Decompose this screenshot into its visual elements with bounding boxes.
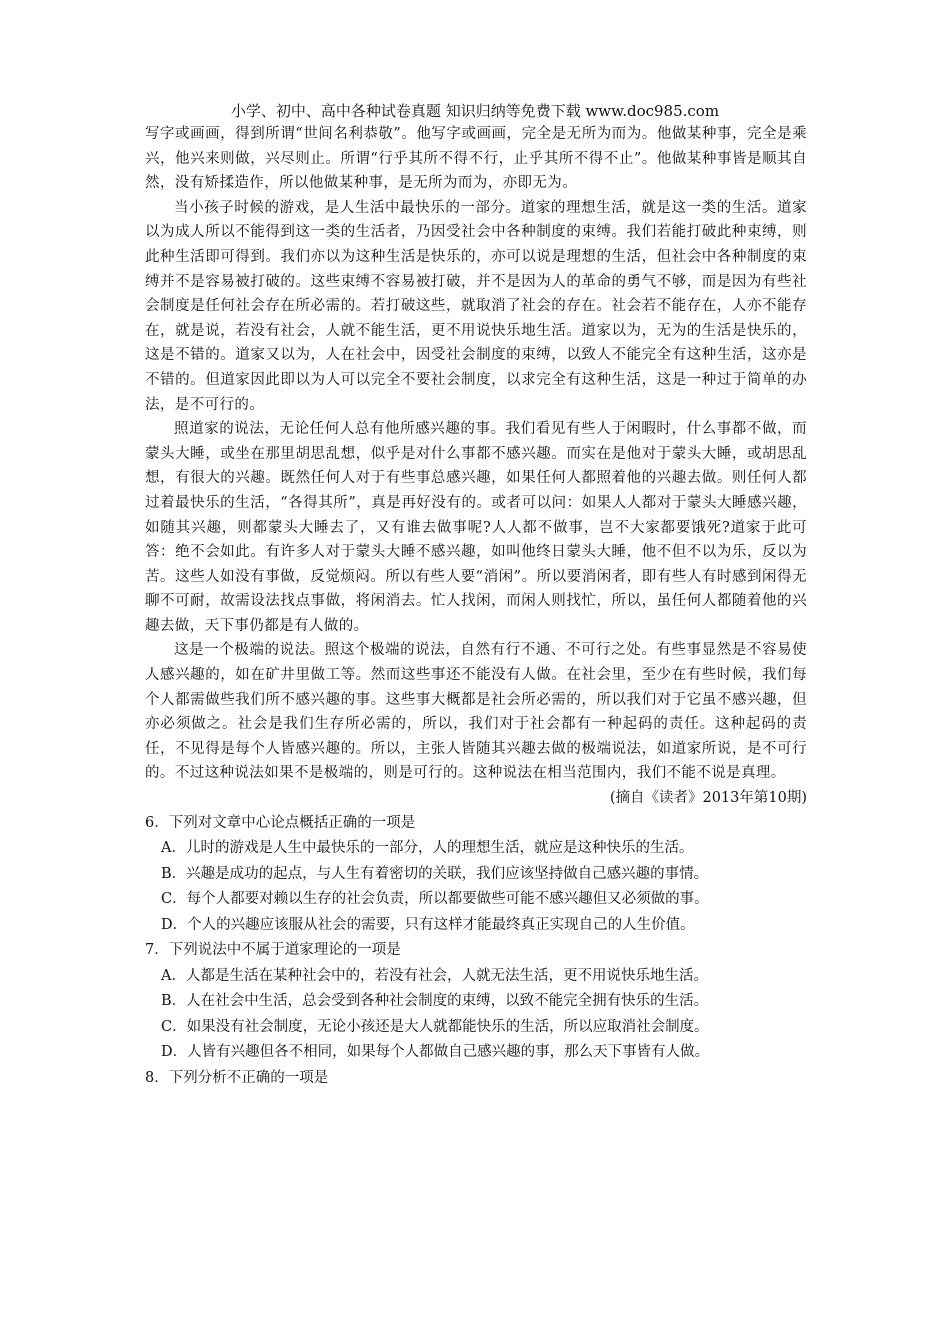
option-b: B．兴趣是成功的起点，与人生有着密切的关联，我们应该坚持做自己感兴趣的事情。 xyxy=(161,865,709,882)
question-8 xyxy=(145,1066,807,1092)
question-6 xyxy=(145,811,807,939)
option-a: A．人都是生活在某种社会中的，若没有社会，人就无法生活，更不用说快乐地生活。 xyxy=(161,967,708,984)
option-c: C．如果没有社会制度，无论小孩还是大人就都能快乐的生活，所以应取消社会制度。 xyxy=(161,1018,709,1035)
paragraph-4: 这是一个极端的说法。照这个极端的说法，自然有行不通、不可行之处。有些事显然是不容易使人感兴趣的，如在矿井里做工等。然而这些事还不能没有人做。在社会里，至少在有些时候，我们每个人都需做些我们所不感兴趣的事。这些事大概都是社会所必需的，所以我们对于它虽不感兴趣，但亦必须做之。社会是我们生存所必需的，所以，我们对于社会都有一种起码的责任。这种起码的责任，不见得是每个人皆感兴趣的。所以，主张人皆随其兴趣去做的极端说法，如道家所说，是不可行的。不过这种说法如果不是极端的，则是可行的。这种说法在相当范围内，我们不能不说是真理。 xyxy=(145,642,807,782)
option-d: D．个人的兴趣应该服从社会的需要，只有这样才能最终真正实现自己的人生价值。 xyxy=(161,916,695,933)
option-c: C．每个人都要对赖以生存的社会负责，所以都要做些可能不感兴趣但又必须做的事。 xyxy=(161,891,709,908)
question-stem: 6．下列对文章中心论点概括正确的一项是 xyxy=(145,814,416,831)
document-body xyxy=(145,122,807,1091)
source-citation: (摘自《读者》2013年第10期) xyxy=(609,790,807,807)
question-stem: 8．下列分析不正确的一项是 xyxy=(145,1069,329,1086)
question-7 xyxy=(145,938,807,1066)
paragraph-3: 照道家的说法，无论任何人总有他所感兴趣的事。我们看见有些人于闲暇时，什么事都不做，而蒙头大睡，或坐在那里胡思乱想，似乎是对什么事都不感兴趣。而实在是他对于蒙头大睡，或胡思乱想，有很大的兴趣。既然任何人对于有些事总感兴趣，如果任何人都照着他的兴趣去做。则任何人都过着最快乐的生活，“各得其所”，真是再好没有的。或者可以问：如果人人都对于蒙头大睡感兴趣，如随其兴趣，则都蒙头大睡去了，又有谁去做事呢?人人都不做事，岂不大家都要饿死?道家于此可答：绝不会如此。有许多人对于蒙头大睡不感兴趣，如叫他终日蒙头大睡，他不但不以为乐，反以为苦。这些人如没有事做，反觉烦闷。所以有些人要“消闲”。所以要消闲者，即有些人有时感到闲得无聊不可耐，故需设法找点事做，将闲消去。忙人找闲，而闲人则找忙，所以，虽任何人都随着他的兴趣去做，天下事仍都是有人做的。 xyxy=(145,421,807,634)
page-header: 小学、初中、高中各种试卷真题 知识归纳等免费下载 www.doc985.com xyxy=(230,102,720,120)
option-a: A．儿时的游戏是人生中最快乐的一部分，人的理想生活，就应是这种快乐的生活。 xyxy=(161,840,694,857)
question-stem: 7．下列说法中不属于道家理论的一项是 xyxy=(145,942,401,959)
option-b: B．人在社会中生活，总会受到各种社会制度的束缚，以致不能完全拥有快乐的生活。 xyxy=(161,993,709,1010)
paragraph-2: 当小孩子时候的游戏，是人生活中最快乐的一部分。道家的理想生活，就是这一类的生活。道家以为成人所以不能得到这一类的生活者，乃因受社会中各种制度的束缚。我们若能打破此种束缚，则此种生活即可得到。我们亦以为这种生活是快乐的，亦可以说是理想的生活，但社会中各种制度的束缚并不是容易被打破的。这些束缚不容易被打破，并不是因为人的革命的勇气不够，而是因为有些社会制度是任何社会存在所必需的。若打破这些，就取消了社会的存在。社会若不能存在，人亦不能存在，就是说，若没有社会，人就不能生活，更不用说快乐地生活。道家以为，无为的生活是快乐的，这是不错的。道家又以为，人在社会中，因受社会制度的束缚，以致人不能完全有这种生活，这亦是不错的。但道家因此即以为人可以完全不要社会制度，以求完全有这种生活，这是一种过于简单的办法，是不可行的。 xyxy=(145,199,807,413)
option-d: D．人皆有兴趣但各不相同，如果每个人都做自己感兴趣的事，那么天下事皆有人做。 xyxy=(161,1044,710,1061)
paragraph-1: 写字或画画，得到所谓“世间名利恭敬”。他写字或画画，完全是无所为而为。他做某种事，完全是乘兴，他兴来则做，兴尽则止。所谓“行乎其所不得不行，止乎其所不得不止”。他做某种事皆是顺其自然，没有矫揉造作，所以他做某种事，是无所为而为，亦即无为。 xyxy=(145,126,807,192)
